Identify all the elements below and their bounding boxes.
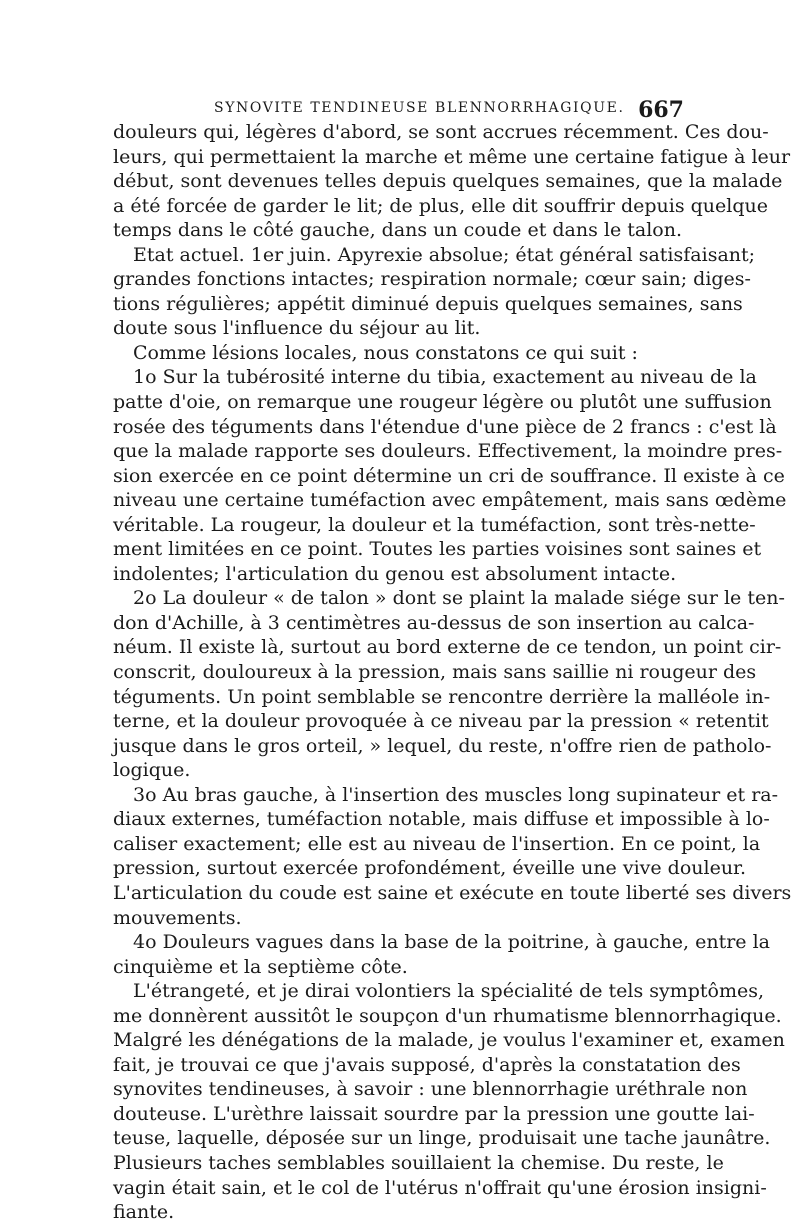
text-line: don d'Achille, à 3 centimètres au-dessus de son insertion au calca- <box>113 611 755 634</box>
text-line: tions régulières; appétit diminué depuis quelques semaines, sans <box>113 292 743 315</box>
text-line: diaux externes, tuméfaction notable, mais diffuse et impossible à lo- <box>113 808 770 831</box>
text-line: patte d'oie, on remarque une rougeur légère ou plutôt une suffusion <box>113 391 772 414</box>
page-number: 667 <box>638 97 684 123</box>
text-line: 1o Sur la tubérosité interne du tibia, exactement au niveau de la <box>133 366 757 389</box>
text-line: L'étrangeté, et je dirai volontiers la spécialité de tels symptômes, <box>133 980 765 1003</box>
text-line: véritable. La rougeur, la douleur et la tuméfaction, sont très-nette- <box>113 513 756 536</box>
text-line: a été forcée de garder le lit; de plus, elle dit souffrir depuis quelque <box>113 194 768 217</box>
text-line: vagin était sain, et le col de l'utérus n'offrait qu'une érosion insigni- <box>113 1176 767 1199</box>
text-line: 3o Au bras gauche, à l'insertion des muscles long supinateur et ra- <box>133 783 779 806</box>
text-line: teuse, laquelle, déposée sur un linge, produisait une tache jaunâtre. <box>113 1127 771 1150</box>
text-line: ment limitées en ce point. Toutes les parties voisines sont saines et <box>113 538 762 561</box>
text-line: douteuse. L'urèthre laissait sourdre par la pression une goutte lai- <box>113 1102 755 1125</box>
text-line: terne, et la douleur provoquée à ce niveau par la pression « retentit <box>113 710 769 733</box>
text-line: L'articulation du coude est saine et exécute en toute liberté ses divers <box>113 881 792 904</box>
text-line: temps dans le côté gauche, dans un coude et dans le talon. <box>113 219 682 242</box>
text-line: leurs, qui permettaient la marche et même une certaine fatigue à leur <box>113 145 791 168</box>
text-line: Malgré les dénégations de la malade, je voulus l'examiner et, examen <box>113 1029 785 1052</box>
text-line: sion exercée en ce point détermine un cri de souffrance. Il existe à ce <box>113 464 785 487</box>
text-line: mouvements. <box>113 906 242 929</box>
text-line: pression, surtout exercée profondément, éveille une vive douleur. <box>113 857 747 880</box>
text-line: fait, je trouvai ce que j'avais supposé, d'après la constatation des <box>113 1053 741 1076</box>
body-text <box>113 120 792 1225</box>
text-line: synovites tendineuses, à savoir : une blennorrhagie uréthrale non <box>113 1078 748 1101</box>
text-line: logique. <box>113 759 191 782</box>
text-line: douleurs qui, légères d'abord, se sont accrues récemment. Ces dou- <box>113 121 769 143</box>
text-line: fiante. <box>113 1201 175 1224</box>
running-head: SYNOVITE TENDINEUSE BLENNORRHAGIQUE. <box>214 100 625 116</box>
text-line: cinquième et la septième côte. <box>113 955 408 978</box>
text-line: grandes fonctions intactes; respiration normale; cœur sain; diges- <box>113 268 751 291</box>
text-line: néum. Il existe là, surtout au bord externe de ce tendon, un point cir- <box>113 636 782 659</box>
text-line: rosée des téguments dans l'étendue d'une pièce de 2 francs : c'est là <box>113 415 777 438</box>
text-line: 4o Douleurs vagues dans la base de la poitrine, à gauche, entre la <box>133 931 770 954</box>
text-line: Etat actuel. 1er juin. Apyrexie absolue; état général satisfaisant; <box>133 243 756 266</box>
text-line: me donnèrent aussitôt le soupçon d'un rhumatisme blennorrhagique. <box>113 1004 782 1027</box>
text-line: indolentes; l'articulation du genou est absolument intacte. <box>113 562 677 585</box>
text-line: Comme lésions locales, nous constatons ce qui suit : <box>133 341 638 364</box>
text-line: doute sous l'influence du séjour au lit. <box>113 317 481 340</box>
text-line: niveau une certaine tuméfaction avec empâtement, mais sans œdème <box>113 489 787 512</box>
text-line: 2o La douleur « de talon » dont se plaint la malade siége sur le ten- <box>133 587 785 610</box>
text-line: caliser exactement; elle est au niveau de l'insertion. En ce point, la <box>113 832 761 855</box>
text-line: téguments. Un point semblable se rencontre derrière la malléole in- <box>113 685 771 708</box>
text-line: Plusieurs taches semblables souillaient la chemise. Du reste, le <box>113 1151 724 1174</box>
text-line: début, sont devenues telles depuis quelques semaines, que la malade <box>113 170 783 193</box>
text-line: conscrit, douloureux à la pression, mais sans saillie ni rougeur des <box>113 661 757 684</box>
text-line: que la malade rapporte ses douleurs. Effectivement, la moindre pres- <box>113 440 783 463</box>
text-line: jusque dans le gros orteil, » lequel, du reste, n'offre rien de patholo- <box>113 734 772 757</box>
